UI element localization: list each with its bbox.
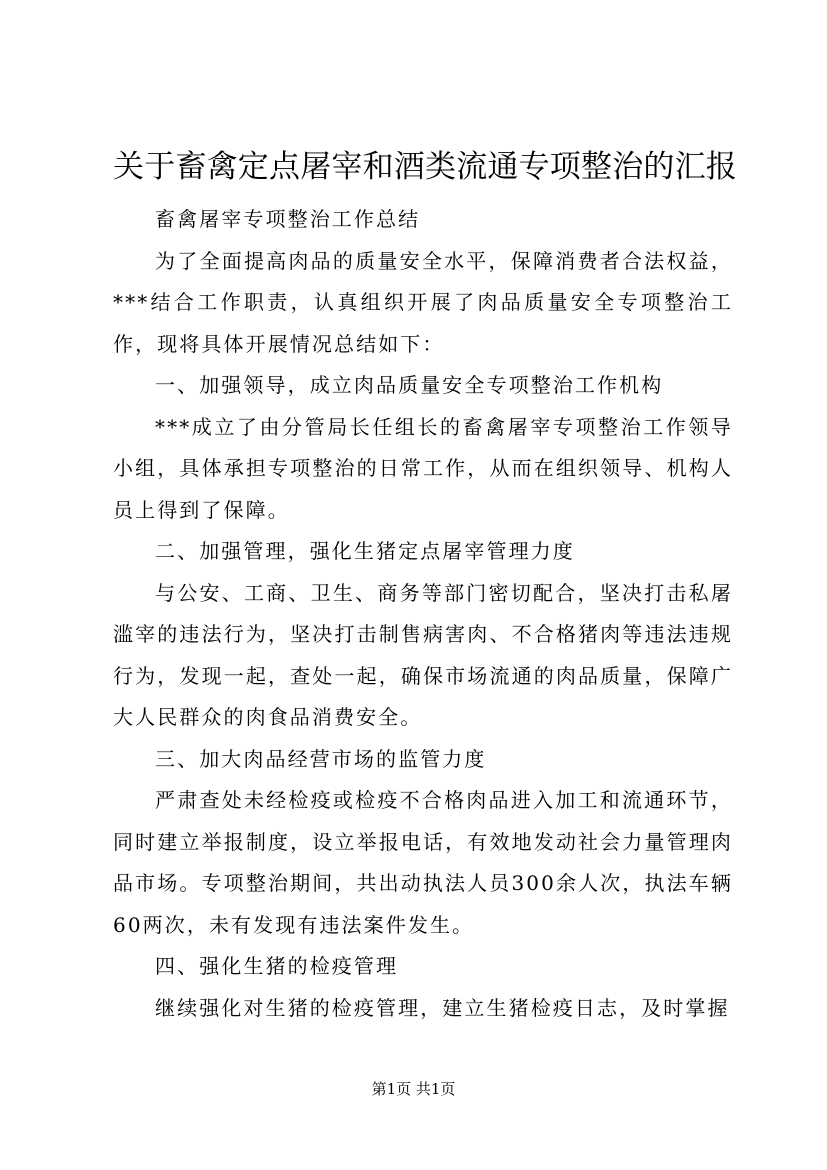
page-footer: 第1页 共1页: [371, 1080, 456, 1098]
paragraph-subtitle: 畜禽屠宰专项整治工作总结: [155, 207, 421, 231]
section-heading-1: 一、加强领导，成立肉品质量安全专项整治工作机构: [155, 373, 664, 397]
paragraph-intro: 为了全面提高肉品的质量安全水平，保障消费者合法权益，***结合工作职责，认真组织开展了肉品质量安全专项整治工作，现将具体开展情况总结如下：: [113, 248, 733, 356]
paragraph-section-1: ***成立了由分管局长任组长的畜禽屠宰专项整治工作领导小组，具体承担专项整治的日常工作，从而在组织领导、机构人员上得到了保障。: [113, 414, 733, 522]
section-heading-4: 四、强化生猪的检疫管理: [155, 954, 399, 978]
paragraph-section-2: 与公安、工商、卫生、商务等部门密切配合，坚决打击私屠滥宰的违法行为，坚决打击制售病害肉、不合格猪肉等违法违规行为，发现一起，查处一起，确保市场流通的肉品质量，保障广大人民群众的肉食品消费安全。: [113, 580, 733, 729]
paragraph-section-3: 严肃查处未经检疫或检疫不合格肉品进入加工和流通环节，同时建立举报制度，设立举报电话，有效地发动社会力量管理肉品市场。专项整治期间，共出动执法人员300余人次，执法车辆60两次，未有发现有违法案件发生。: [113, 788, 733, 937]
section-heading-2: 二、加强管理，强化生猪定点屠宰管理力度: [155, 539, 575, 563]
document-body: [113, 199, 733, 1029]
paragraph-section-4: 继续强化对生猪的检疫管理，建立生猪检疫日志，及时掌握: [155, 995, 730, 1020]
section-heading-3: 三、加大肉品经营市场的监管力度: [155, 746, 487, 771]
document-title: 关于畜禽定点屠宰和酒类流通专项整治的汇报: [113, 149, 737, 185]
